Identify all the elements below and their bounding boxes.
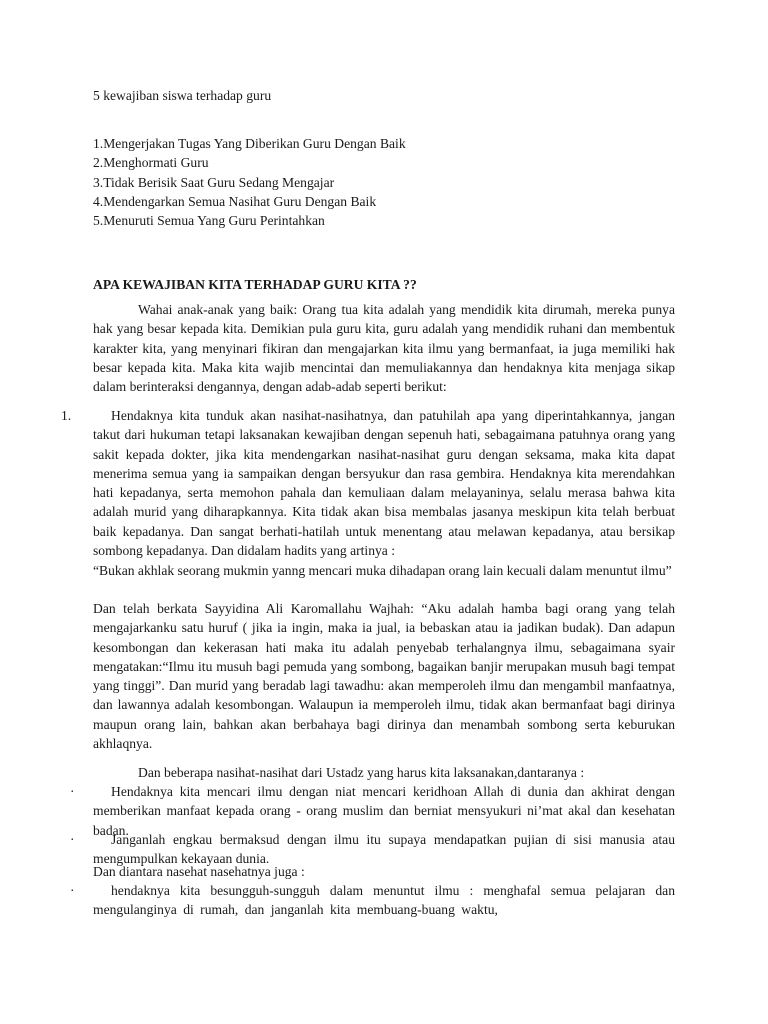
quote-paragraph: Dan telah berkata Sayyidina Ali Karomallahu Wajhah: “Aku adalah hamba bagi orang yang telah mengajarkanku satu huruf ( jika ia ingin, maka ia jual, ia bebaskan atau ia jadikan budak). Dan adapun kesombongan dan kekerasan hati maka itu adalah penyebab terhalangnya ilmu, sebagaimana syair mengatakan:“Ilmu itu musuh bagi pemuda yang sombong, bagaikan banjir merupakan musuh bagi tempat yang tinggi”. Dan murid yang beradab lagi tawadhu: akan memperoleh ilmu dan mengambil manfaatnya, dan lawannya adalah kesombongan. Walaupun ia memperoleh ilmu, tidak akan bermanfaat bagi dirinya maupun orang lain, bahkan akan berbahaya bagi dirinya dan menambah sombong serta keburukan akhlaqnya. [93,601,675,752]
item-paragraph: Hendaknya kita tunduk akan nasihat-nasihatnya, dan patuhilah apa yang diperintahkannya, jangan takut dari hukuman tetapi laksanakan kewajiban dengan sepenuh hati, sebagaimana patuhnya orang yang sakit kepada dokter, jika kita mendengarkan nasihat-nasihat guru dengan seksama, maka kita dapat menerima semua yang ia sampaikan dengan bersyukur dan rasa gembira. Hendaknya kita merendahkan hati kepadanya, serta memohon pahala dan kemuliaan dalam melayaninya, selalu merasa bahwa kita adalah murid yang diharapkannya. Kita tidak akan bisa membalas jasanya meskipun kita telah berbuat baik kepadanya. Dan sangat berhati-hatilah untuk menentang atau melawan kepadanya, atau bersikap sombong kepadanya. Dan didalam hadits yang artinya : [93,408,675,559]
list-item: 5.Menuruti Semua Yang Guru Perintahkan [93,213,325,228]
bullet-marker: · [70,832,75,847]
list-item: 2.Menghormati Guru [93,155,209,170]
bullet-paragraph: Hendaknya kita mencari ilmu dengan niat mencari keridhoan Allah di dunia dan akhirat dengan memberikan manfaat kepada orang - orang muslim dan berniat mensyukuri ni’mat akal dan kesehatan badan. [93,784,675,838]
list-marker: 1. [61,408,72,423]
nasihat-intro: Dan beberapa nasihat-nasihat dari Ustadz yang harus kita laksanakan,dantaranya : [138,765,585,780]
bullet-marker: · [70,883,75,898]
quote-paragraph: “Bukan akhlak seorang mukmin yanng mencari muka dihadapan orang lain kecuali dalam menuntut ilmu” [93,563,672,578]
intro-paragraph: Wahai anak-anak yang baik: Orang tua kita adalah yang mendidik kita dirumah, mereka punya hak yang besar kepada kita. Demikian pula guru kita, guru adalah yang mendidik ruhani dan membentuk karakter kita, yang menyinari fikiran dan mengajarkan kita ilmu yang bermanfaat, ia juga memiliki hak besar kepada kita. Maka kita wajib mencintai dan memuliakannya dan hendaknya kita menjaga sikap dalam berinteraksi dengannya, dengan adab-adab seperti berikut: [93,302,675,395]
list-item: 4.Mendengarkan Semua Nasihat Guru Dengan Baik [93,194,377,209]
list-item: 1.Mengerjakan Tugas Yang Diberikan Guru Dengan Baik [93,136,406,151]
bullet-paragraph: hendaknya kita besungguh-sungguh dalam menuntut ilmu : menghafal semua pelajaran dan mengulanginya di rumah, dan janganlah kita membuang-buang waktu, [93,883,675,918]
list-item: 3.Tidak Berisik Saat Guru Sedang Mengajar [93,175,335,190]
bullet-marker: · [70,784,75,799]
bullet-paragraph: Janganlah engkau bermaksud dengan ilmu itu supaya mendapatkan pujian di sisi manusia atau mengumpulkan kekayaan dunia. [93,832,675,867]
document-title: 5 kewajiban siswa terhadap guru [93,88,272,103]
section-heading: APA KEWAJIBAN KITA TERHADAP GURU KITA ?? [93,277,417,292]
nasehat-intro: Dan diantara nasehat nasehatnya juga : [93,864,305,879]
